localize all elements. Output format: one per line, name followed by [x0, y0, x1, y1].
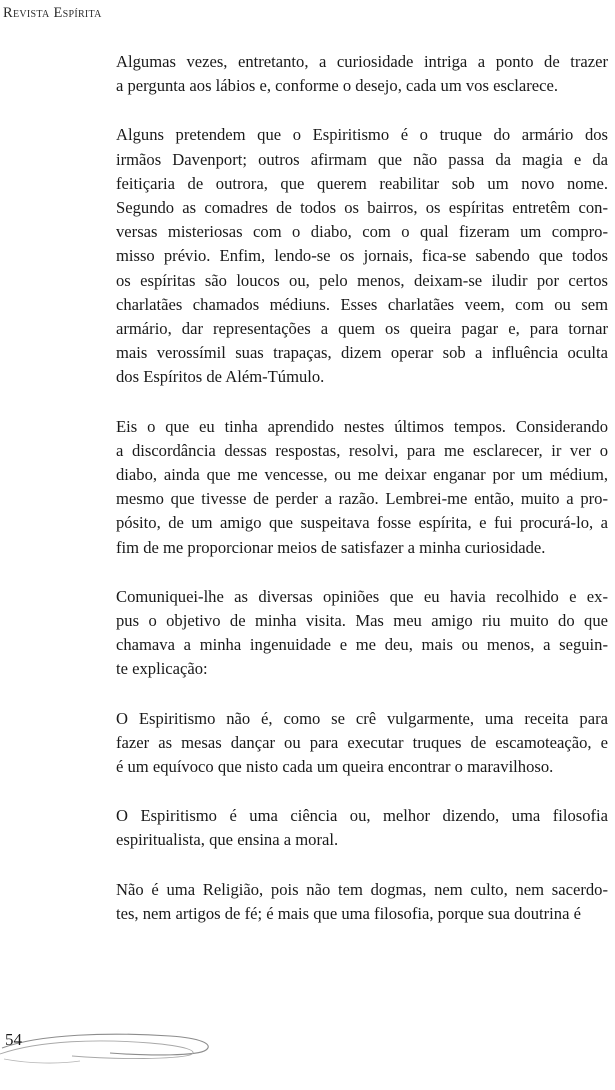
body-paragraph	[116, 804, 608, 852]
text-line: Alguns pretendem que o Espiritismo é o truque do armário dos	[116, 125, 608, 145]
text-line: O Espiritismo não é, como se crê vulgarmente, uma receita para	[116, 708, 608, 728]
text-line: é um equívoco que nisto cada um queira encontrar o maravilhoso.	[116, 757, 554, 777]
page-body	[116, 50, 608, 951]
body-paragraph	[116, 585, 608, 682]
text-line: pósito, de um amigo que suspeitava fosse espírita, e fui procurá-lo, a	[116, 513, 608, 533]
text-line: mesmo que tivesse de perder a razão. Lembrei-me então, muito a pro-	[116, 489, 608, 509]
text-line: irmãos Davenport; outros afirmam que não passa da magia e da	[116, 149, 608, 169]
text-line: Eis o que eu tinha aprendido nestes últimos tempos. Considerando	[116, 416, 608, 436]
text-line: a pergunta aos lábios e, conforme o desejo, cada um vos esclarece.	[116, 76, 559, 96]
body-paragraph	[116, 707, 608, 780]
text-line: a discordância dessas respostas, resolvi, para me esclarecer, ir ver o	[116, 440, 608, 460]
text-line: O Espiritismo é uma ciência ou, melhor dizendo, uma filosofia	[116, 806, 608, 826]
body-paragraph	[116, 123, 608, 389]
running-header-title: Revista Espírita	[3, 5, 102, 21]
text-line: os espíritas são loucos ou, pelo menos, deixam-se iludir por certos	[116, 270, 608, 290]
text-line: Comuniquei-lhe as diversas opiniões que eu havia recolhido e ex-	[116, 586, 608, 606]
page-number-swash-ornament	[0, 1026, 215, 1066]
text-line: fim de me proporcionar meios de satisfazer a minha curiosidade.	[116, 537, 546, 557]
text-line: pus o objetivo de minha visita. Mas meu amigo riu muito do que	[116, 611, 608, 631]
body-paragraph	[116, 50, 608, 98]
text-line: Segundo as comadres de todos os bairros, os espíritas entretêm con-	[116, 198, 608, 218]
text-line: armário, dar representações a quem os queira pagar e, para tornar	[116, 319, 608, 339]
text-line: chamava a minha ingenuidade e me deu, mais ou menos, a seguin-	[116, 635, 608, 655]
text-line: fazer as mesas dançar ou para executar truques de escamoteação, e	[116, 732, 608, 752]
text-line: te explicação:	[116, 659, 208, 679]
text-line: espiritualista, que ensina a moral.	[116, 830, 339, 850]
text-line: tes, nem artigos de fé; é mais que uma filosofia, porque sua doutrina é	[116, 903, 581, 923]
text-line: diabo, ainda que me vencesse, ou me deixar enganar por um médium,	[116, 465, 608, 485]
text-line: mais verossímil suas trapaças, dizem operar sob a influência oculta	[116, 343, 608, 363]
page-number: 54	[5, 1030, 22, 1049]
text-line: feitiçaria de outrora, que querem reabilitar sob um novo nome.	[116, 173, 608, 193]
text-line: Algumas vezes, entretanto, a curiosidade intriga a ponto de trazer	[116, 52, 608, 71]
text-line: charlatães chamados médiuns. Esses charlatães veem, com ou sem	[116, 294, 608, 314]
text-line: misso prévio. Enfim, lendo-se os jornais, fica-se sabendo que todos	[116, 246, 608, 266]
text-line: versas misteriosas com o diabo, com o qual fizeram um compro-	[116, 222, 608, 242]
text-line: Não é uma Religião, pois não tem dogmas, nem culto, nem sacerdo-	[116, 879, 608, 899]
text-line: dos Espíritos de Além-Túmulo.	[116, 367, 325, 387]
body-paragraph	[116, 878, 608, 926]
body-paragraph	[116, 415, 608, 560]
